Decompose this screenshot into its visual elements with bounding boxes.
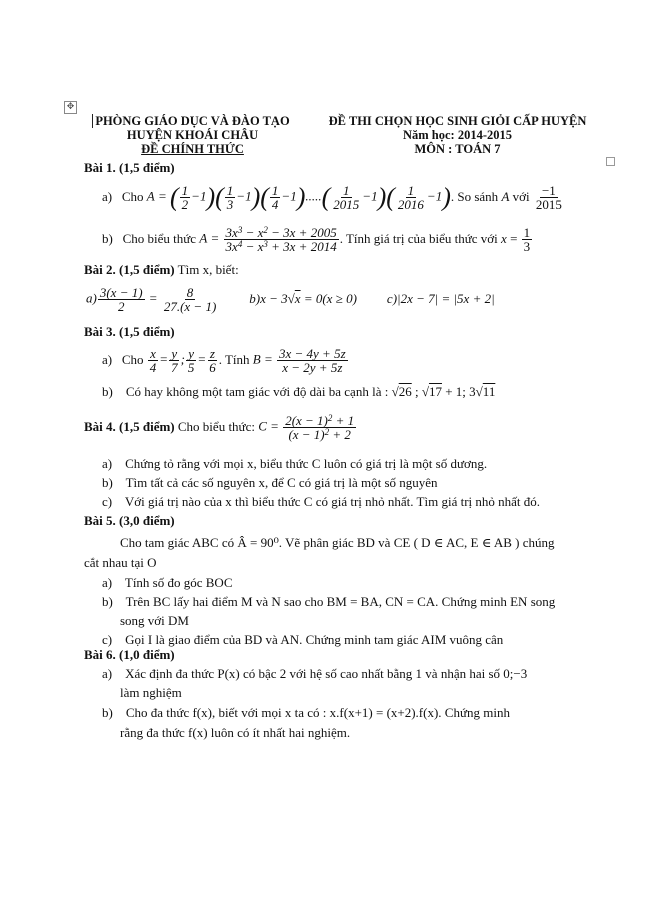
bai3-a-ratios: $\frac{x}{4}$ = $\frac{y}{7}$ ; $\frac{y}{5}$ = $\frac{z}{6}$ — [149, 345, 216, 375]
bai2-equations — [86, 280, 495, 318]
bai5-intro-2: cắt nhau tại O — [84, 555, 157, 570]
paragraph-mark-icon — [606, 157, 615, 166]
bai4-title-tail: Cho biểu thức: — [177, 419, 255, 434]
bai5-b-text-2: song với DM — [120, 613, 189, 628]
bai6-b — [102, 705, 510, 721]
bai4-c-label: c) — [102, 494, 113, 509]
bai1-b-x-value: $\frac{1}{3}$ — [523, 224, 531, 254]
bai6-b-text-2: rằng đa thức f(x) luôn có ít nhất hai nghiệm. — [120, 725, 351, 740]
bai3-a-label: a) — [102, 352, 113, 367]
bai3-b-text: Có hay không một tam giác với độ dài ba cạnh là : — [125, 384, 389, 399]
bai4-b-text: Tìm tất cả các số nguyên x, để C có giá trị là một số nguyên — [125, 475, 438, 490]
bai5-intro-1: Cho tam giác ABC có Â = 90⁰. Vẽ phân giác BD và CE ( D ∈ AC, E ∈ AB ) chúng — [120, 535, 555, 550]
exam-title: ĐỀ THI CHỌN HỌC SINH GIỎI CẤP HUYỆN — [328, 114, 587, 128]
bai2-c: c)|2x − 7| = |5x + 2| — [386, 291, 495, 306]
bai1-b-label: b) — [102, 231, 113, 246]
bai6-a — [102, 666, 527, 682]
bai6-b-label: b) — [102, 705, 113, 720]
bai3-a — [102, 342, 349, 378]
bai4-title: Bài 4. (1,5 điểm) — [84, 419, 175, 434]
bai3-b — [102, 384, 495, 400]
bai1-a-label: a) — [102, 189, 113, 204]
bai1-b-tail: . Tính giá trị của biểu thức với — [339, 231, 498, 246]
bai1-a-compare: . So sánh — [450, 189, 499, 204]
bai5-b-text-1: Trên BC lấy hai điểm M và N sao cho BM = BA, CN = CA. Chứng minh EN song — [125, 594, 556, 609]
bai5-a — [102, 575, 233, 591]
bai1-a-text: Cho — [121, 189, 144, 204]
bai2-title-line — [84, 262, 239, 278]
bai4-a — [102, 456, 487, 472]
bai4-b — [102, 475, 438, 491]
bai5-c — [102, 632, 503, 648]
bai4-title-line — [84, 408, 357, 446]
bai4-formula: C = $\frac{2(x - 1)^2 + 1}{(x - 1)^2 + 2}$ — [258, 412, 355, 442]
bai3-a-tail: . Tính — [218, 352, 250, 367]
bai5-a-text: Tính số đo góc BOC — [124, 575, 233, 590]
bai4-a-label: a) — [102, 456, 113, 471]
bai6-b-text-1: Cho đa thức f(x), biết với mọi x ta có : x.f(x+1) = (x+2).f(x). Chứng minh — [125, 705, 510, 720]
bai1-title: Bài 1. (1,5 điểm) — [84, 160, 175, 175]
header-right — [325, 114, 590, 156]
bai1-a-with: với — [512, 189, 530, 204]
bai1-b-formula: A = $\frac{3x^3 - x^2 - 3x + 2005}{3x^4 - x^3 + 3x + 2014}$ — [199, 224, 337, 254]
bai3-title: Bài 3. (1,5 điểm) — [84, 324, 175, 339]
school-year: Năm học: 2014-2015 — [402, 128, 512, 142]
bai1-a-formula: A = ( $\frac{1}{2}$ −1)( $\frac{1}{3}$ −1)( $\frac{1}{4}$ −1).....( $\frac{1}{2015}$ −1)( $\frac{1}{2016}$ −1) — [146, 182, 451, 212]
table-move-handle-icon[interactable]: ✥ — [64, 101, 77, 114]
bai5-c-text: Gọi I là giao điểm của BD và AN. Chứng minh tam giác AIM vuông cân — [125, 632, 504, 647]
bai5-title: Bài 5. (3,0 điểm) — [84, 513, 175, 528]
bai3-b-label: b) — [102, 384, 113, 399]
header-left — [95, 114, 290, 156]
bai1-a-compare-value: $\frac{-1}{2015}$ — [535, 182, 562, 212]
bai6-a-label: a) — [102, 666, 113, 681]
bai1-a: a) Cho A = ( $\frac{1}{2}$ −1)( $\frac{1}{3}$ −1)( $\frac{1}{4}$ −1).....( $\frac{1}{2015}$ −1)( $\frac{1}{2016}$ −1) . So sánh A với $\frac{-1}{2015}$ — [102, 182, 562, 212]
bai4-b-label: b) — [102, 475, 113, 490]
bai2-a: a) $\frac{3(x - 1)}{2}$ = $\frac{8}{27.(x - 1)}$ — [86, 284, 217, 314]
official-label: ĐỀ CHÍNH THỨC — [141, 142, 244, 156]
bai4-c-text: Với giá trị nào của x thì biểu thức C có giá trị nhỏ nhất. Tìm giá trị nhỏ nhất đó. — [124, 494, 541, 509]
bai5-a-label: a) — [102, 575, 113, 590]
bai5-b — [102, 594, 555, 610]
bai3-a-formula: B = $\frac{3x - 4y + 5z}{x - 2y + 5z}$ — [252, 345, 346, 375]
district-name: HUYỆN KHOÁI CHÂU — [126, 128, 259, 142]
bai6-a-text-2: làm nghiệm — [120, 685, 182, 700]
subject-label: MÔN : TOÁN 7 — [414, 142, 501, 156]
bai6-title: Bài 6. (1,0 điểm) — [84, 647, 175, 662]
bai3-a-text: Cho — [121, 352, 144, 367]
bai2-title: Bài 2. (1,5 điểm) — [84, 262, 175, 277]
bai2-title-tail: Tìm x, biết: — [177, 262, 239, 277]
bai4-a-text: Chứng tỏ rằng với mọi x, biểu thức C luôn có giá trị là một số dương. — [125, 456, 488, 471]
bai1-b-text: Cho biểu thức — [122, 231, 197, 246]
department-name: PHÒNG GIÁO DỤC VÀ ĐÀO TẠO — [95, 114, 290, 128]
bai2-b: b)x − 3√x = 0(x ≥ 0) — [249, 291, 357, 306]
text-cursor — [92, 114, 93, 128]
bai1-b: b) Cho biểu thức A = $\frac{3x^3 - x^2 - 3x + 2005}{3x^4 - x^3 + 3x + 2014}$ . Tính giá trị của biểu thức với x = $\frac{1}{3}$ — [102, 224, 531, 254]
bai5-c-label: c) — [102, 632, 113, 647]
bai4-c — [102, 494, 540, 510]
bai5-b-label: b) — [102, 594, 113, 609]
bai3-b-sides: √26 ; √17 + 1; 3√11 — [391, 384, 496, 399]
bai6-a-text-1: Xác định đa thức P(x) có bậc 2 với hệ số cao nhất bằng 1 và nhận hai số 0;−3 — [125, 666, 528, 681]
